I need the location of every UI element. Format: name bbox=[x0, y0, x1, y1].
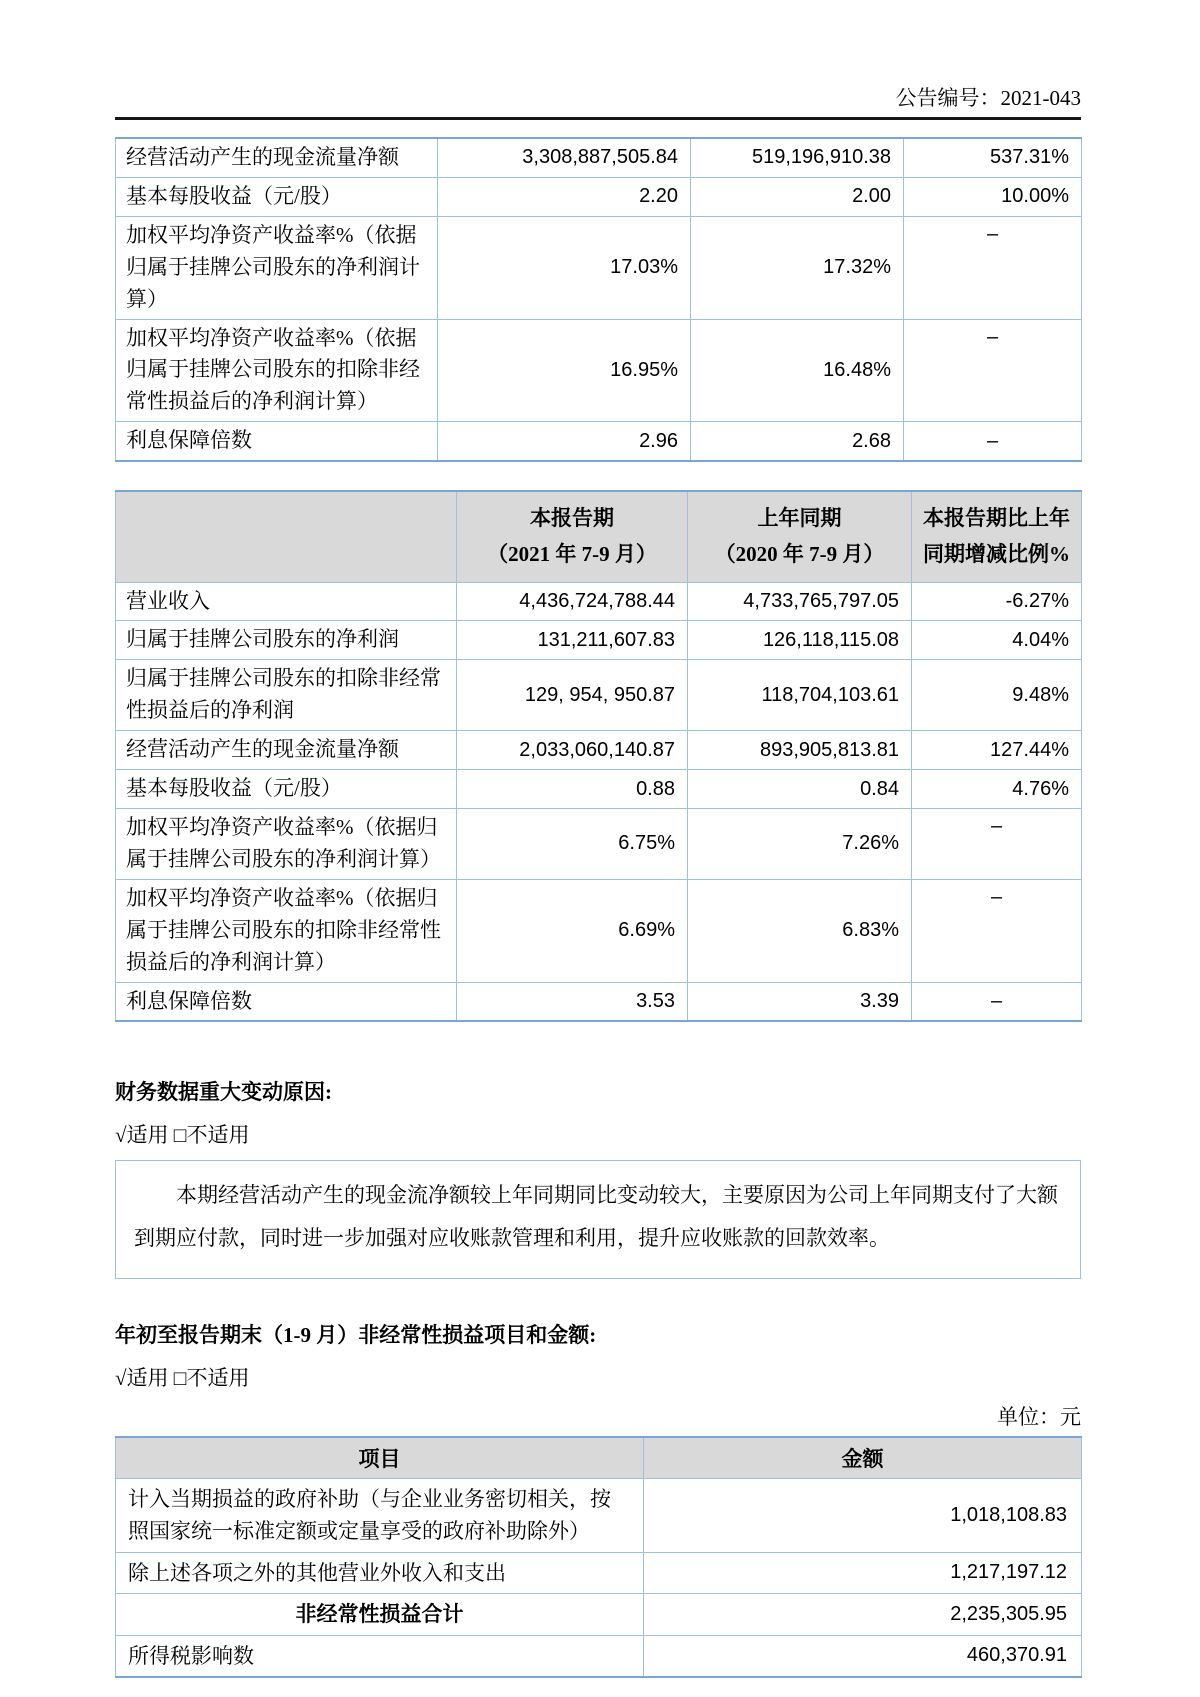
prior-value: 519,196,910.38 bbox=[691, 138, 904, 177]
current-value: 131,211,607.83 bbox=[457, 621, 688, 660]
table-row bbox=[116, 1635, 1082, 1677]
amount-value: 1,018,108.83 bbox=[644, 1478, 1082, 1552]
row-label: 经营活动产生的现金流量净额 bbox=[116, 731, 457, 770]
current-value: 2.20 bbox=[438, 177, 691, 216]
table-header-row bbox=[116, 1437, 1082, 1479]
empty-header-cell bbox=[116, 491, 457, 582]
table-row bbox=[116, 422, 1082, 461]
table-row bbox=[116, 879, 1082, 982]
table-row bbox=[116, 660, 1082, 731]
prior-value: 0.84 bbox=[688, 770, 912, 809]
financial-change-reason-box bbox=[115, 1160, 1081, 1278]
period-prior-header bbox=[688, 491, 912, 582]
row-label: 加权平均净资产收益率%（依据归属于挂牌公司股东的净利润计算） bbox=[116, 216, 438, 319]
table-row bbox=[116, 1552, 1082, 1594]
table-row bbox=[116, 621, 1082, 660]
financial-change-title: 财务数据重大变动原因: bbox=[115, 1080, 332, 1105]
header-divider bbox=[115, 117, 1081, 120]
prior-value: 893,905,813.81 bbox=[688, 731, 912, 770]
prior-value: 2.00 bbox=[691, 177, 904, 216]
prior-value: 6.83% bbox=[688, 879, 912, 982]
financial-change-applicability: √适用 □不适用 bbox=[115, 1123, 250, 1148]
amount-value: 460,370.91 bbox=[644, 1635, 1082, 1677]
current-value: 6.69% bbox=[457, 879, 688, 982]
amount-header: 金额 bbox=[644, 1437, 1082, 1479]
row-label: 归属于挂牌公司股东的净利润 bbox=[116, 621, 457, 660]
table-header-row bbox=[116, 491, 1082, 582]
current-value: 0.88 bbox=[457, 770, 688, 809]
table-row-total bbox=[116, 1594, 1082, 1636]
prior-value: 3.39 bbox=[688, 982, 912, 1021]
item-header: 项目 bbox=[116, 1437, 644, 1479]
row-label: 经营活动产生的现金流量净额 bbox=[116, 138, 438, 177]
change-value: – bbox=[912, 808, 1082, 879]
change-value: 4.04% bbox=[912, 621, 1082, 660]
nonrecurring-title: 年初至报告期末（1-9 月）非经常性损益项目和金额: bbox=[115, 1322, 597, 1347]
period-current-line1: 本报告期 bbox=[530, 506, 614, 531]
table-row bbox=[116, 177, 1082, 216]
table-row bbox=[116, 216, 1082, 319]
table-row bbox=[116, 319, 1082, 422]
change-value: – bbox=[904, 216, 1082, 319]
table-row bbox=[116, 582, 1082, 621]
unit-label: 单位：元 bbox=[997, 1404, 1081, 1429]
change-value: 537.31% bbox=[904, 138, 1082, 177]
period-current-line2: （2021 年 7-9 月） bbox=[487, 541, 657, 566]
table-row bbox=[116, 138, 1082, 177]
current-value: 3,308,887,505.84 bbox=[438, 138, 691, 177]
change-value: 10.00% bbox=[904, 177, 1082, 216]
table-row bbox=[116, 731, 1082, 770]
period-prior-line1: 上年同期 bbox=[757, 506, 842, 531]
change-value: 9.48% bbox=[912, 660, 1082, 731]
amount-value: 1,217,197.12 bbox=[644, 1552, 1082, 1594]
item-label: 非经常性损益合计 bbox=[116, 1594, 644, 1636]
current-value: 129, 954, 950.87 bbox=[457, 660, 688, 731]
current-value: 2.96 bbox=[438, 422, 691, 461]
period-current-header bbox=[457, 491, 688, 582]
quarter-indicators-table bbox=[115, 490, 1082, 1022]
change-value: – bbox=[912, 879, 1082, 982]
current-value: 17.03% bbox=[438, 216, 691, 319]
prior-value: 16.48% bbox=[691, 319, 904, 422]
change-ratio-header: 本报告期比上年同期增减比例% bbox=[912, 491, 1082, 582]
current-value: 2,033,060,140.87 bbox=[457, 731, 688, 770]
prior-value: 7.26% bbox=[688, 808, 912, 879]
change-value: – bbox=[904, 319, 1082, 422]
row-label: 利息保障倍数 bbox=[116, 422, 438, 461]
current-value: 6.75% bbox=[457, 808, 688, 879]
current-value: 16.95% bbox=[438, 319, 691, 422]
row-label: 加权平均净资产收益率%（依据归属于挂牌公司股东的净利润计算） bbox=[116, 808, 457, 879]
financial-change-paragraph: 本期经营活动产生的现金流净额较上年同期同比变动较大，主要原因为公司上年同期支付了大额到期应付款，同时进一步加强对应收账款管理和利用，提升应收账款的回款效率。 bbox=[134, 1183, 1058, 1251]
prior-value: 118,704,103.61 bbox=[688, 660, 912, 731]
change-value: 127.44% bbox=[912, 731, 1082, 770]
item-label: 所得税影响数 bbox=[116, 1635, 644, 1677]
announcement-number: 公告编号：2021-043 bbox=[895, 86, 1081, 110]
row-label: 加权平均净资产收益率%（依据归属于挂牌公司股东的扣除非经常性损益后的净利润计算） bbox=[116, 319, 438, 422]
item-label: 计入当期损益的政府补助（与企业业务密切相关，按照国家统一标准定额或定量享受的政府补助除外） bbox=[116, 1478, 644, 1552]
period-prior-line2: （2020 年 7-9 月） bbox=[714, 541, 885, 566]
prior-value: 4,733,765,797.05 bbox=[688, 582, 912, 621]
prior-value: 126,118,115.08 bbox=[688, 621, 912, 660]
change-value: -6.27% bbox=[912, 582, 1082, 621]
current-value: 4,436,724,788.44 bbox=[457, 582, 688, 621]
table-row bbox=[116, 770, 1082, 809]
change-value: – bbox=[904, 422, 1082, 461]
prior-value: 17.32% bbox=[691, 216, 904, 319]
row-label: 营业收入 bbox=[116, 582, 457, 621]
change-value: – bbox=[912, 982, 1082, 1021]
prior-value: 2.68 bbox=[691, 422, 904, 461]
current-value: 3.53 bbox=[457, 982, 688, 1021]
table-row bbox=[116, 808, 1082, 879]
page-content bbox=[115, 0, 1081, 1678]
row-label: 加权平均净资产收益率%（依据归属于挂牌公司股东的扣除非经常性损益后的净利润计算） bbox=[116, 879, 457, 982]
row-label: 归属于挂牌公司股东的扣除非经常性损益后的净利润 bbox=[116, 660, 457, 731]
amount-value: 2,235,305.95 bbox=[644, 1594, 1082, 1636]
nonrecurring-applicability: √适用 □不适用 bbox=[115, 1365, 250, 1390]
row-label: 基本每股收益（元/股） bbox=[116, 177, 438, 216]
item-label: 除上述各项之外的其他营业外收入和支出 bbox=[116, 1552, 644, 1594]
row-label: 利息保障倍数 bbox=[116, 982, 457, 1021]
table-row bbox=[116, 1478, 1082, 1552]
change-value: 4.76% bbox=[912, 770, 1082, 809]
table-row bbox=[116, 982, 1082, 1021]
nonrecurring-items-table bbox=[115, 1436, 1082, 1679]
ytd-indicators-table bbox=[115, 137, 1082, 462]
row-label: 基本每股收益（元/股） bbox=[116, 770, 457, 809]
